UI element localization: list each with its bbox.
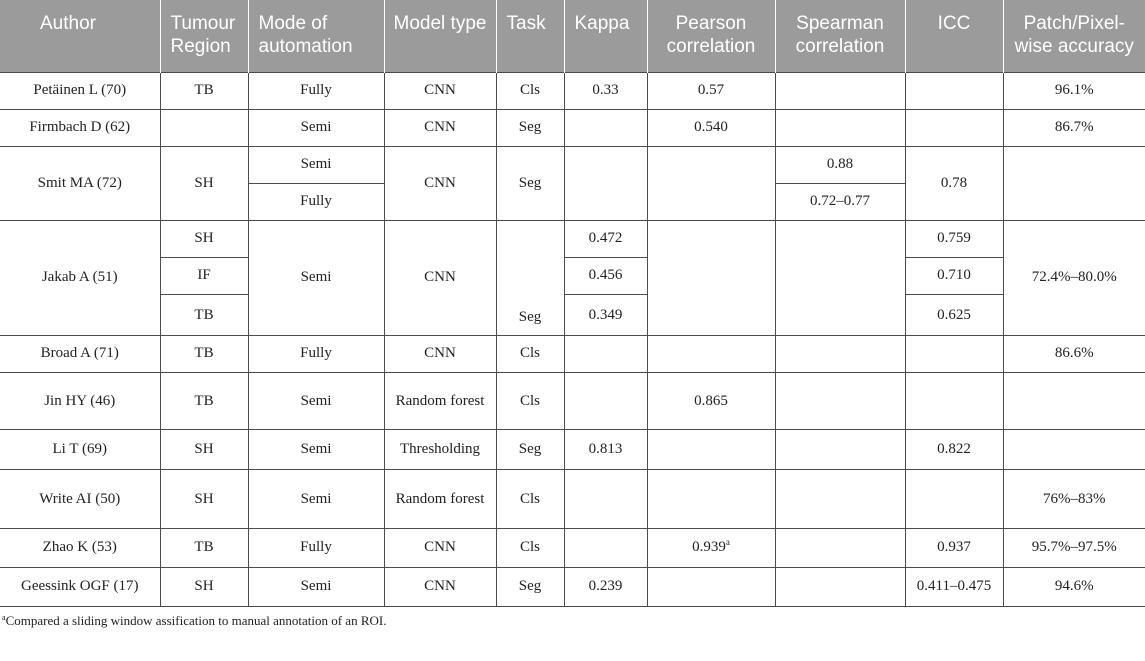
cell-spearman (775, 109, 905, 146)
cell-region: TB (160, 372, 248, 429)
cell-region: IF (160, 257, 248, 294)
cell-spearman (775, 220, 905, 335)
table-row (0, 146, 1145, 183)
header-pearson-correlation: Pearson correlation (647, 0, 775, 72)
cell-task: Seg (496, 146, 564, 220)
cell-model: CNN (384, 567, 496, 606)
header-icc: ICC (905, 0, 1003, 72)
cell-accuracy: 86.7% (1003, 109, 1145, 146)
cell-spearman (775, 567, 905, 606)
cell-icc: 0.759 (905, 220, 1003, 257)
cell-accuracy: 95.7%–97.5% (1003, 528, 1145, 567)
cell-task: Seg (496, 294, 564, 335)
cell-icc: 0.411–0.475 (905, 567, 1003, 606)
cell-kappa (564, 146, 647, 220)
cell-author: Petäinen L (70) (0, 72, 160, 109)
cell-spearman (775, 335, 905, 372)
table-row (0, 294, 1145, 335)
cell-task (496, 220, 564, 294)
cell-task: Cls (496, 335, 564, 372)
cell-task: Cls (496, 469, 564, 528)
cell-mode: Semi (248, 372, 384, 429)
cell-model: CNN (384, 72, 496, 109)
table-row (0, 528, 1145, 567)
cell-author: Write AI (50) (0, 469, 160, 528)
cell-model: Random forest (384, 372, 496, 429)
cell-accuracy: 76%–83% (1003, 469, 1145, 528)
cell-spearman (775, 72, 905, 109)
cell-accuracy: 96.1% (1003, 72, 1145, 109)
table-body (0, 72, 1145, 606)
cell-icc: 0.710 (905, 257, 1003, 294)
cell-region: SH (160, 429, 248, 469)
cell-region: SH (160, 567, 248, 606)
cell-accuracy: 86.6% (1003, 335, 1145, 372)
cell-kappa (564, 109, 647, 146)
header-patch-pixel-accuracy: Patch/Pixel-wise accuracy (1003, 0, 1145, 72)
cell-pearson (647, 469, 775, 528)
cell-spearman: 0.72–0.77 (775, 183, 905, 220)
table-row (0, 72, 1145, 109)
cell-task: Seg (496, 429, 564, 469)
table-row (0, 372, 1145, 429)
table-row (0, 220, 1145, 257)
cell-spearman (775, 528, 905, 567)
cell-kappa: 0.349 (564, 294, 647, 335)
cell-icc: 0.937 (905, 528, 1003, 567)
cell-task: Cls (496, 372, 564, 429)
cell-task: Seg (496, 109, 564, 146)
cell-icc (905, 72, 1003, 109)
cell-author: Zhao K (53) (0, 528, 160, 567)
cell-pearson (647, 528, 775, 567)
cell-accuracy (1003, 429, 1145, 469)
cell-kappa (564, 469, 647, 528)
cell-model: Thresholding (384, 429, 496, 469)
cell-model: CNN (384, 335, 496, 372)
cell-kappa: 0.456 (564, 257, 647, 294)
cell-pearson: 0.865 (647, 372, 775, 429)
table-header (0, 0, 1145, 72)
cell-mode: Fully (248, 72, 384, 109)
cell-task: Cls (496, 528, 564, 567)
footnote-marker: a (2, 612, 6, 622)
table-row (0, 429, 1145, 469)
cell-pearson (647, 220, 775, 335)
cell-region (160, 109, 248, 146)
table-row (0, 567, 1145, 606)
cell-mode: Semi (248, 109, 384, 146)
cell-pearson (647, 146, 775, 220)
cell-pearson (647, 429, 775, 469)
cell-kappa: 0.472 (564, 220, 647, 257)
header-task: Task (496, 0, 564, 72)
cell-accuracy: 94.6% (1003, 567, 1145, 606)
cell-pearson: 0.540 (647, 109, 775, 146)
cell-spearman: 0.88 (775, 146, 905, 183)
cell-region: TB (160, 528, 248, 567)
cell-mode: Fully (248, 528, 384, 567)
table-row (0, 335, 1145, 372)
cell-kappa: 0.239 (564, 567, 647, 606)
cell-spearman (775, 429, 905, 469)
cell-mode: Semi (248, 220, 384, 335)
header-mode-of-automation: Mode of automation (248, 0, 384, 72)
cell-kappa: 0.813 (564, 429, 647, 469)
cell-author: Jakab A (51) (0, 220, 160, 335)
cell-author: Jin HY (46) (0, 372, 160, 429)
header-row (0, 0, 1145, 72)
cell-author: Smit MA (72) (0, 146, 160, 220)
cell-accuracy: 72.4%–80.0% (1003, 220, 1145, 335)
cell-model: CNN (384, 109, 496, 146)
cell-model: Random forest (384, 469, 496, 528)
cell-accuracy (1003, 146, 1145, 220)
cell-kappa (564, 335, 647, 372)
cell-author: Li T (69) (0, 429, 160, 469)
cell-kappa: 0.33 (564, 72, 647, 109)
header-author: Author (0, 0, 160, 72)
header-model-type: Model type (384, 0, 496, 72)
cell-region: TB (160, 294, 248, 335)
header-tumour-region: Tumour Region (160, 0, 248, 72)
cell-mode: Semi (248, 146, 384, 183)
cell-mode: Fully (248, 335, 384, 372)
footnote-text: Compared a sliding window assification to manual annotation of an ROI. (5, 612, 387, 628)
cell-mode: Fully (248, 183, 384, 220)
cell-region: TB (160, 72, 248, 109)
table-row (0, 109, 1145, 146)
cell-icc (905, 109, 1003, 146)
cell-spearman (775, 372, 905, 429)
cell-icc (905, 469, 1003, 528)
header-spearman-correlation: Spearman correlation (775, 0, 905, 72)
table-footnote (0, 607, 1145, 629)
cell-region: SH (160, 220, 248, 257)
cell-kappa (564, 528, 647, 567)
cell-spearman (775, 469, 905, 528)
cell-author: Broad A (71) (0, 335, 160, 372)
cell-icc: 0.822 (905, 429, 1003, 469)
cell-icc: 0.625 (905, 294, 1003, 335)
table-row (0, 469, 1145, 528)
cell-accuracy (1003, 372, 1145, 429)
cell-mode: Semi (248, 567, 384, 606)
cell-task: Cls (496, 72, 564, 109)
cell-mode: Semi (248, 469, 384, 528)
footnote-marker: a (725, 537, 730, 547)
cell-model: CNN (384, 528, 496, 567)
cell-mode: Semi (248, 429, 384, 469)
cell-icc (905, 372, 1003, 429)
pearson-value: 0.939 (692, 539, 726, 555)
cell-kappa (564, 372, 647, 429)
cell-task: Seg (496, 567, 564, 606)
cell-pearson (647, 567, 775, 606)
cell-pearson: 0.57 (647, 72, 775, 109)
cell-pearson (647, 335, 775, 372)
cell-icc (905, 335, 1003, 372)
cell-icc: 0.78 (905, 146, 1003, 220)
table-row (0, 257, 1145, 294)
header-kappa: Kappa (564, 0, 647, 72)
cell-region: SH (160, 469, 248, 528)
cell-region: SH (160, 146, 248, 220)
cell-model: CNN (384, 146, 496, 220)
cell-author: Firmbach D (62) (0, 109, 160, 146)
cell-author: Geessink OGF (17) (0, 567, 160, 606)
cell-region: TB (160, 335, 248, 372)
cell-model: CNN (384, 220, 496, 335)
